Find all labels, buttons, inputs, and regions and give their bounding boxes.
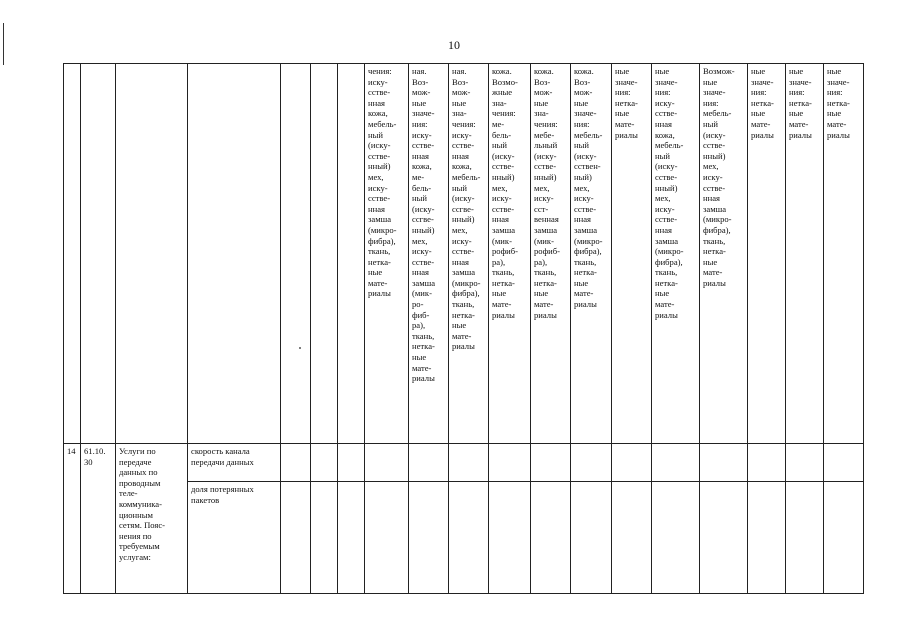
cell-empty: [700, 444, 748, 482]
cell-empty: [338, 64, 365, 444]
cell-empty: [571, 482, 612, 594]
cell-empty: [409, 444, 449, 482]
cell-empty: [365, 444, 409, 482]
cell-value: кожа. Возмо- жные зна- чения: ме- бель- ный (иску- сстве- нный) мех, иску- сстве- нная замша (мик- рофиб- ра), ткань, нетка- ные мате- риалы: [489, 64, 531, 444]
cell-empty: [571, 444, 612, 482]
cell-code: [81, 64, 116, 444]
cell-value: ные значе- ния: нетка- ные мате- риалы: [748, 64, 786, 444]
cell-empty: [531, 444, 571, 482]
cell-value: ные значе- ния: иску- сстве- нная кожа, мебель- ный (иску- сстве- нный) мех, иску- сстве- нная замша (микро- фибра), ткань, нетка- ные мате- риалы: [652, 64, 700, 444]
continuation-row: [64, 64, 864, 444]
cell-empty: [700, 482, 748, 594]
row-characteristic: доля потерянных пакетов: [188, 482, 281, 594]
cell-value: кожа. Воз- мож- ные зна- чения: мебе- льный (иску- сстве- нный) мех, иску- сст- венная замша (мик- рофиб- ра), ткань, нетка- ные мате- риалы: [531, 64, 571, 444]
row-characteristic: скорость канала передачи данных: [188, 444, 281, 482]
cell-empty: [338, 482, 365, 594]
cell-empty: [311, 444, 338, 482]
table-row-14-a: [64, 444, 864, 482]
cell-empty: [786, 444, 824, 482]
cell-empty: [365, 482, 409, 594]
cell-empty: [449, 482, 489, 594]
cell-value: ная. Воз- мож- ные зна- чения: иску- сстве- нная кожа, мебель- ный (иску- ссгве- нный) мех, иску- сстве- нная замша (микро- фибра), ткань, нетка- ные мате- риалы: [449, 64, 489, 444]
specification-table: [63, 63, 864, 594]
cell-value: чения: иску- сстве- нная кожа, мебель- ный (иску- сстве- нный) мех, иску- сстве- нная замша (микро- фибра), ткань, нетка- ные мате- риалы: [365, 64, 409, 444]
cell-empty: [281, 64, 311, 444]
cell-empty: [489, 482, 531, 594]
page-number: 10: [448, 38, 460, 52]
cell-value: ные значе- ния: нетка- ные мате- риалы: [612, 64, 652, 444]
cell-value: ные значе- ния: нетка- ные мате- риалы: [824, 64, 864, 444]
cell-empty: [612, 444, 652, 482]
cell-empty: [338, 444, 365, 482]
cell-value: ная. Воз- мож- ные значе- ния: иску- сстве- нная кожа, ме- бель- ный (иску- ссгве- нный) мех, иску- сстве- нная замша (мик- ро- фиб- ра), ткань, нетка- ные мате- риалы: [409, 64, 449, 444]
cell-empty: [824, 444, 864, 482]
cell-empty: [612, 482, 652, 594]
cell-empty: [311, 482, 338, 594]
cell-name: [116, 64, 188, 444]
cell-value: Возмож- ные значе- ния: мебель- ный (иску- сстве- нный) мех, иску- сстве- нная замша (микро- фибра), ткань, нетка- ные мате- риалы: [700, 64, 748, 444]
cell-empty: [786, 482, 824, 594]
row-code: 61.10. 30: [81, 444, 116, 594]
row-number: 14: [64, 444, 81, 594]
cell-empty: [824, 482, 864, 594]
margin-line: [3, 23, 4, 65]
cell-empty: [748, 482, 786, 594]
cell-value: кожа. Воз- мож- ные значе- ния: мебель- ный (иску- сствен- ный) мех, иску- сстве- нная замша (микро- фибра), ткань, нетка- ные мате- риалы: [571, 64, 612, 444]
cell-empty: [531, 482, 571, 594]
cell-empty: [748, 444, 786, 482]
cell-empty: [652, 444, 700, 482]
cell-empty: [281, 482, 311, 594]
cell-empty: [281, 444, 311, 482]
cell-number: [64, 64, 81, 444]
row-service-name: Услуги по передаче данных по проводным теле- коммуника- ционным сетям. Пояс- нения по требуемым услугам:: [116, 444, 188, 594]
cell-empty: [409, 482, 449, 594]
cell-empty: [449, 444, 489, 482]
cell-empty: [311, 64, 338, 444]
cell-characteristic: [188, 64, 281, 444]
cell-empty: [652, 482, 700, 594]
cell-empty: [489, 444, 531, 482]
cell-value: ные значе- ния: нетка- ные мате- риалы: [786, 64, 824, 444]
